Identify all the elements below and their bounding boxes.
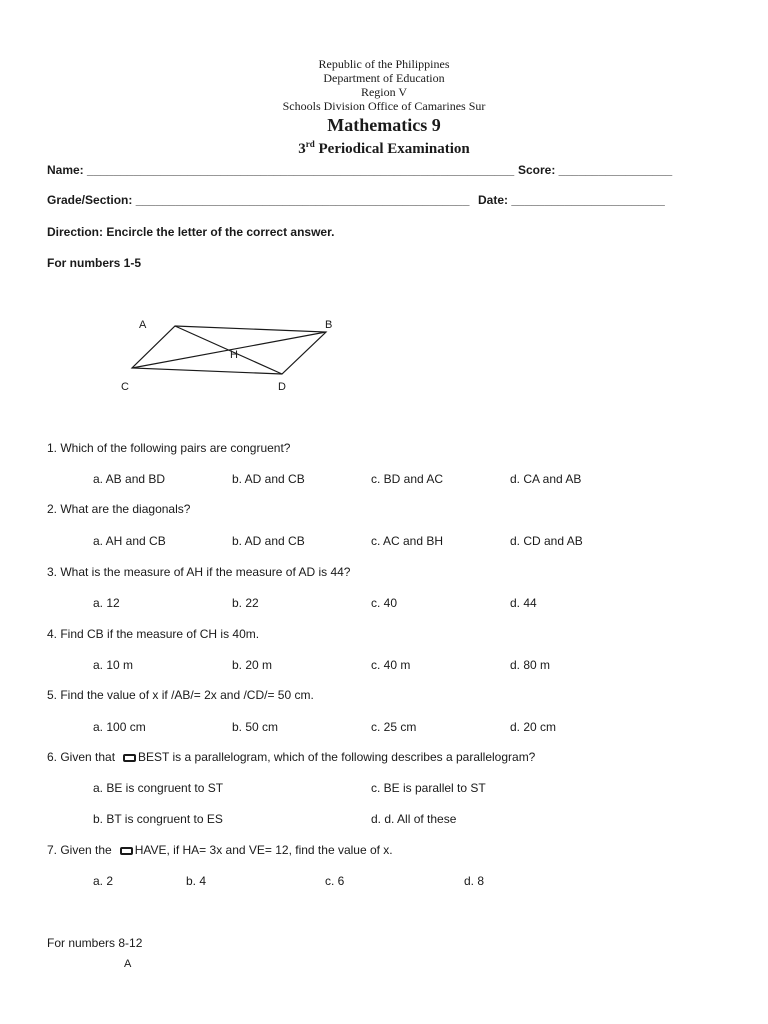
q3-choice-c[interactable]: c. 40	[371, 596, 398, 610]
question-2: 2. What are the diagonals?	[47, 502, 191, 516]
header-republic: Republic of the Philippines	[318, 57, 450, 71]
q4-choice-b[interactable]: b. 20 m	[232, 658, 273, 672]
q5-choice-d[interactable]: d. 20 cm	[510, 720, 557, 734]
date-field[interactable]: Date: _______________________	[478, 193, 665, 207]
q6-text-pre: 6. Given that	[47, 750, 116, 764]
q7-choice-c[interactable]: c. 6	[325, 874, 345, 888]
diagonal-bc	[132, 332, 326, 368]
q2-choice-a[interactable]: a. AH and CB	[93, 534, 166, 548]
q6-choice-c[interactable]: c. BE is parallel to ST	[371, 781, 486, 795]
section2-label: For numbers 8-12	[47, 936, 143, 950]
q5-choice-c[interactable]: c. 25 cm	[371, 720, 417, 734]
q5-choice-a[interactable]: a. 100 cm	[93, 720, 146, 734]
subtitle-rest: Periodical Examination	[318, 141, 470, 157]
q7-text-pre: 7. Given the	[47, 843, 112, 857]
q4-choice-c[interactable]: c. 40 m	[371, 658, 411, 672]
q6-choice-b[interactable]: b. BT is congruent to ES	[93, 812, 223, 826]
q1-choice-d[interactable]: d. CA and AB	[510, 472, 582, 486]
vertex-label-d: D	[278, 381, 286, 393]
q6-text-post: BEST is a parallelogram, which of the following describes a parallelogram?	[138, 750, 536, 764]
parallelogram-figure	[110, 315, 350, 395]
vertex-label-c: C	[121, 381, 129, 393]
q6-choice-a[interactable]: a. BE is congruent to ST	[93, 781, 224, 795]
subtitle-suffix: rd	[305, 139, 315, 149]
header-department: Department of Education	[323, 71, 445, 85]
question-1: 1. Which of the following pairs are congruent?	[47, 441, 291, 455]
question-4: 4. Find CB if the measure of CH is 40m.	[47, 627, 260, 641]
q6-choice-d[interactable]: d. d. All of these	[371, 812, 457, 826]
q7-choice-a[interactable]: a. 2	[93, 874, 114, 888]
header-division: Schools Division Office of Camarines Sur	[282, 99, 486, 113]
q7-choice-d[interactable]: d. 8	[464, 874, 485, 888]
q4-choice-a[interactable]: a. 10 m	[93, 658, 134, 672]
q4-choice-d[interactable]: d. 80 m	[510, 658, 551, 672]
vertex-label-a: A	[139, 319, 147, 331]
q1-choice-b[interactable]: b. AD and CB	[232, 472, 305, 486]
direction-text: Direction: Encircle the letter of the correct answer.	[47, 225, 335, 239]
section1-label: For numbers 1-5	[47, 256, 142, 270]
question-7	[47, 843, 393, 857]
header-region: Region V	[360, 85, 408, 99]
vertex-label-b: B	[325, 319, 333, 331]
score-field[interactable]: Score: _________________	[518, 163, 673, 177]
q7-choice-b[interactable]: b. 4	[186, 874, 207, 888]
exam-title: Mathematics 9	[327, 115, 441, 135]
q7-text-post: HAVE, if HA= 3x and VE= 12, find the value of x.	[134, 843, 393, 857]
q1-choice-a[interactable]: a. AB and BD	[93, 472, 166, 486]
intersection-label-h: H	[230, 349, 238, 361]
question-6	[47, 750, 535, 764]
q2-choice-b[interactable]: b. AD and CB	[232, 534, 305, 548]
q1-choice-c[interactable]: c. BD and AC	[371, 472, 444, 486]
figure2-label-a: A	[124, 958, 132, 970]
q3-choice-a[interactable]: a. 12	[93, 596, 120, 610]
parallelogram-symbol-icon	[120, 847, 133, 855]
q3-choice-b[interactable]: b. 22	[232, 596, 259, 610]
question-5: 5. Find the value of x if /AB/= 2x and /CD/= 50 cm.	[47, 688, 314, 702]
subtitle-ordinal: 3	[298, 141, 306, 157]
q2-choice-d[interactable]: d. CD and AB	[510, 534, 583, 548]
parallelogram-symbol-icon	[123, 754, 136, 762]
q2-choice-c[interactable]: c. AC and BH	[371, 534, 444, 548]
q5-choice-b[interactable]: b. 50 cm	[232, 720, 279, 734]
question-3: 3. What is the measure of AH if the measure of AD is 44?	[47, 565, 351, 579]
grade-section-field[interactable]: Grade/Section: __________________________________________________	[47, 193, 470, 207]
name-field[interactable]: Name: ________________________________________________________________	[47, 163, 515, 177]
exam-subtitle	[0, 140, 768, 158]
q3-choice-d[interactable]: d. 44	[510, 596, 537, 610]
